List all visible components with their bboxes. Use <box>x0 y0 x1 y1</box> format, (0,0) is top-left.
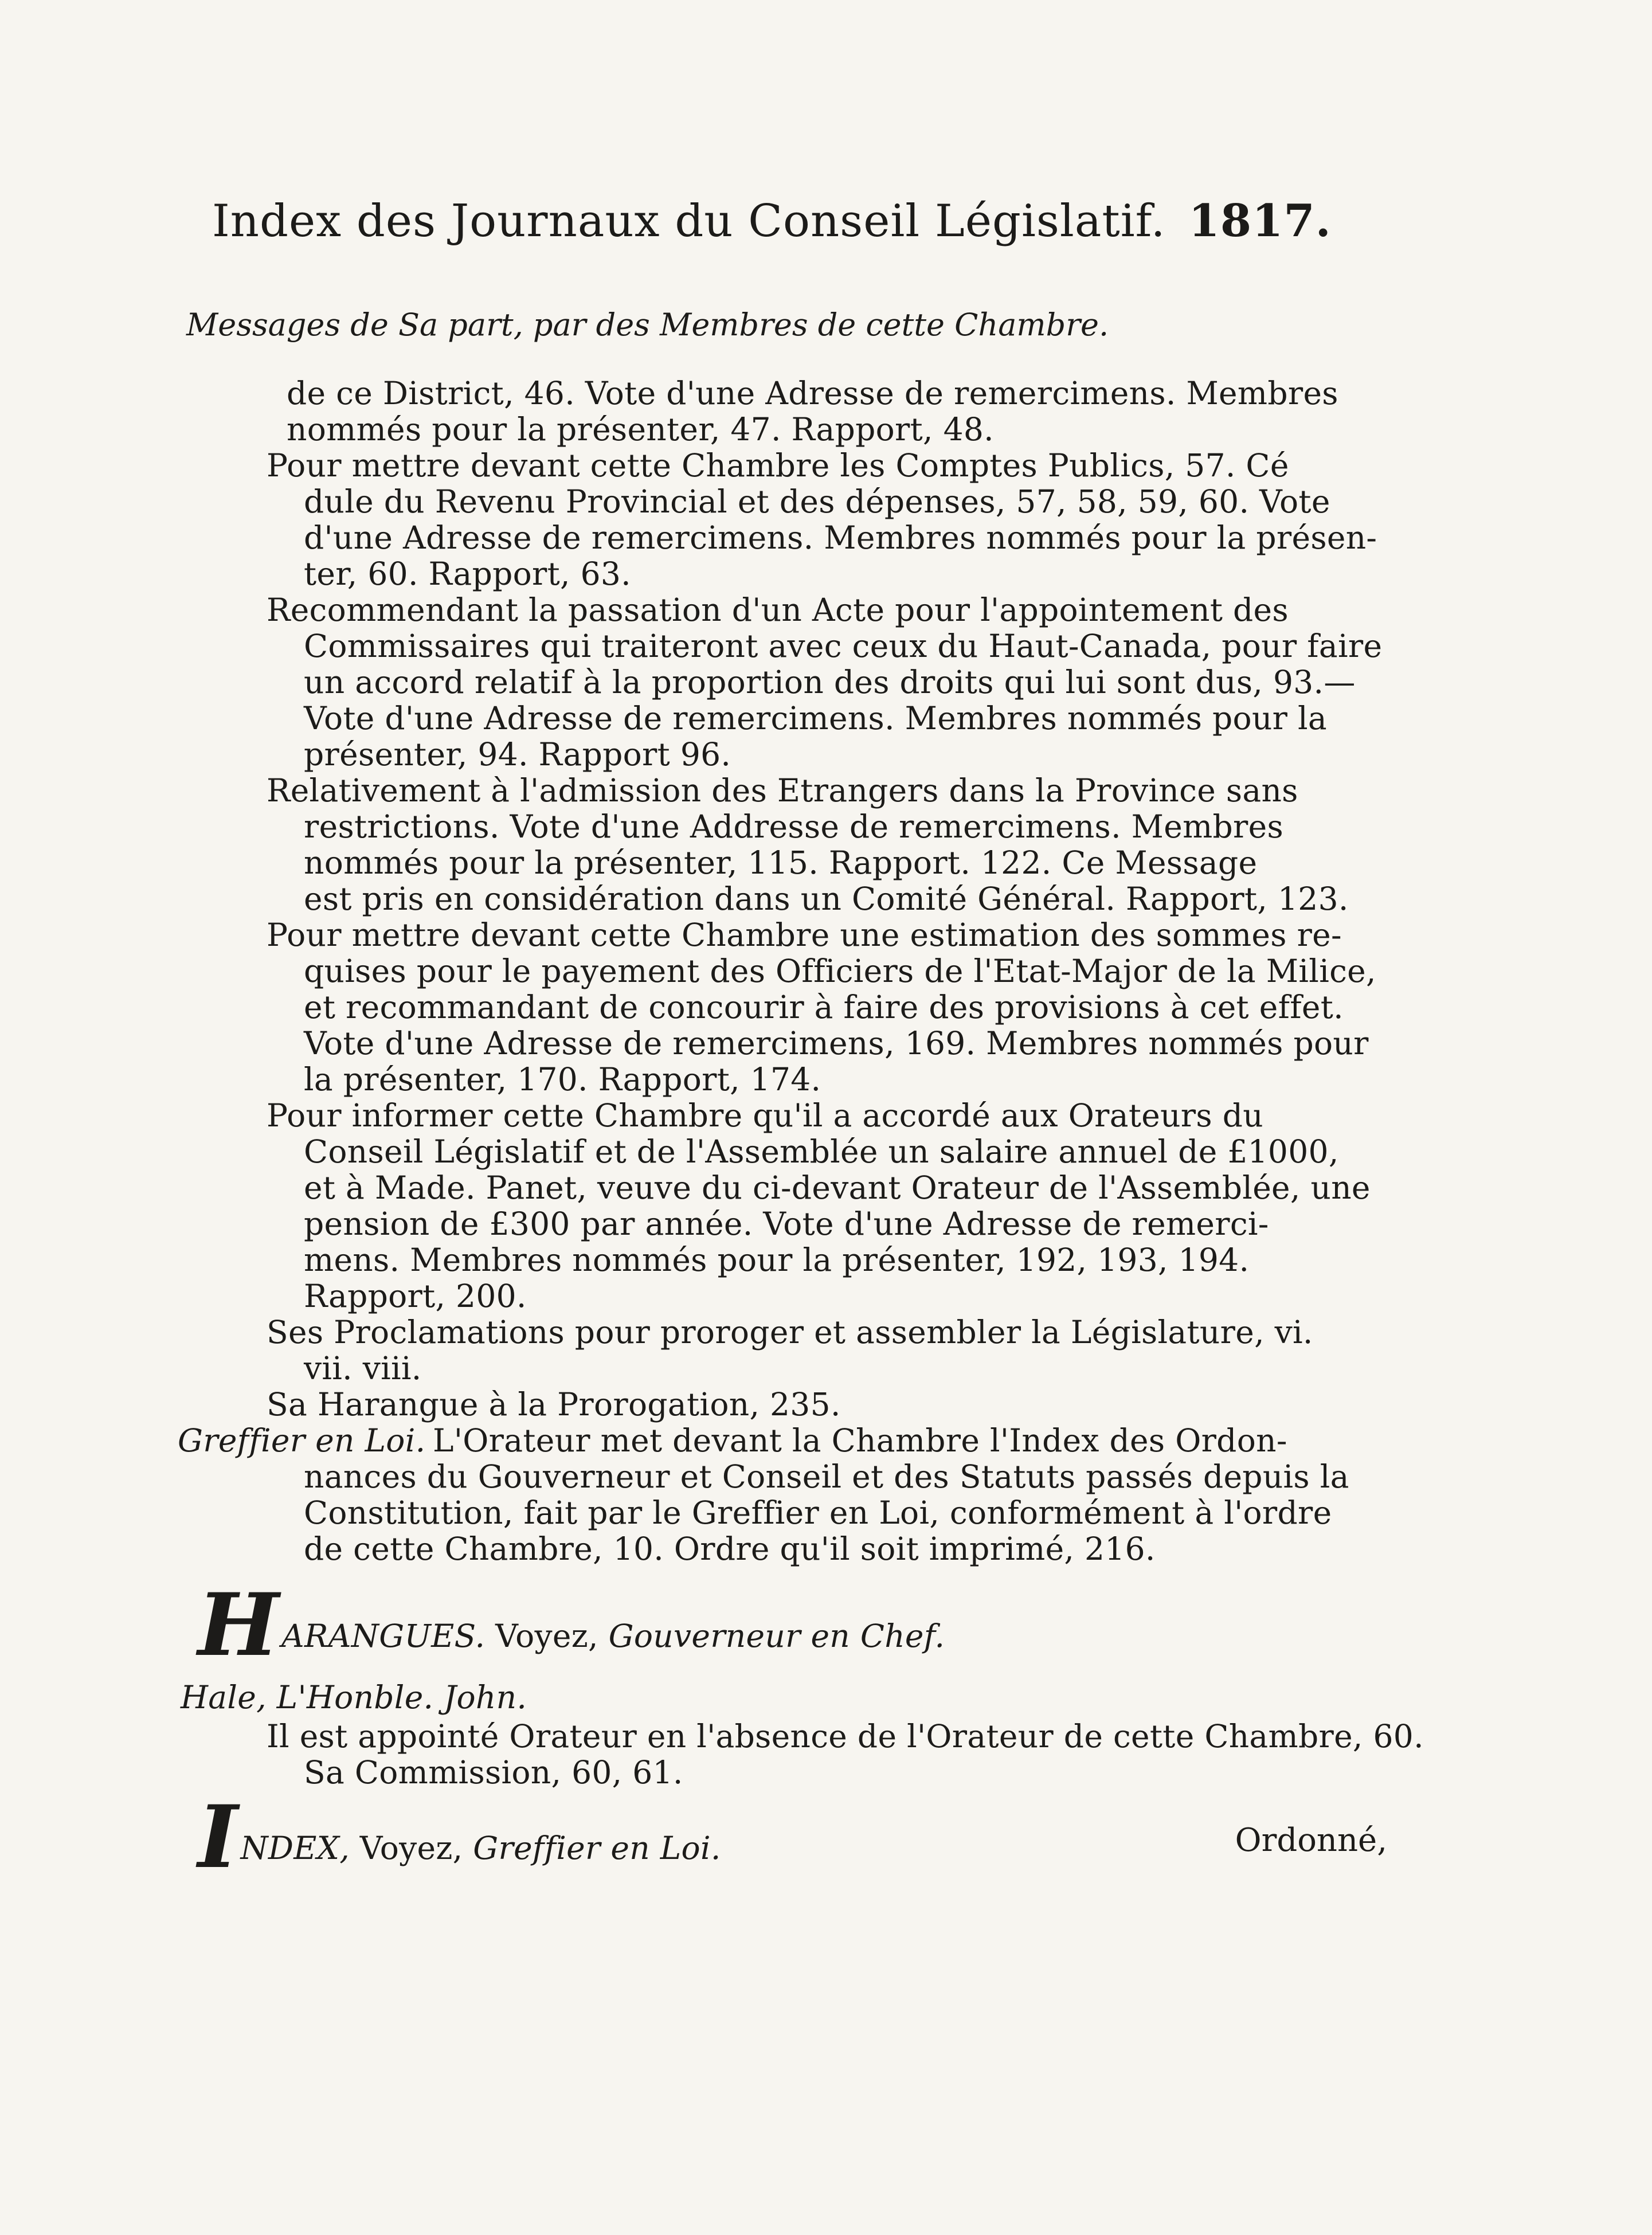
greffier-label: Greffier en Loi. <box>178 1422 426 1459</box>
index-line: Ses Proclamations pour proroger et assembler la Législature, vi. <box>267 1314 1313 1351</box>
index-see: Voyez, <box>359 1830 463 1866</box>
catchword: Ordonné, <box>1235 1822 1387 1859</box>
index-line: Vote d'une Adresse de remercimens. Membres nommés pour la <box>304 700 1328 737</box>
hale-line-2: Sa Commission, 60, 61. <box>304 1754 683 1791</box>
index-line: Vote d'une Adresse de remercimens, 169. Membres nommés pour <box>304 1025 1369 1062</box>
index-line: restrictions. Vote d'une Addresse de remercimens. Membres <box>304 808 1284 845</box>
index-line: nances du Gouverneur et Conseil et des Statuts passés depuis la <box>304 1458 1349 1495</box>
title-year: 1817. <box>1188 195 1332 247</box>
index-line: Recommendant la passation d'un Acte pour l'appointement des <box>267 592 1289 628</box>
index-line: Constitution, fait par le Greffier en Loi, conformément à l'ordre <box>304 1494 1332 1531</box>
harangues-dropcap: H <box>198 1575 280 1676</box>
index-target: Greffier en Loi. <box>473 1830 721 1866</box>
index-line: Relativement à l'admission des Etrangers dans la Province sans <box>267 772 1298 809</box>
harangues-heading: ARANGUES. <box>281 1618 486 1654</box>
page-title <box>212 195 1332 247</box>
hale-line-1: Il est appointé Orateur en l'absence de l'Orateur de cette Chambre, 60. <box>267 1718 1424 1755</box>
index-line: L'Orateur met devant la Chambre l'Index des Ordon- <box>433 1422 1287 1459</box>
index-line: Rapport, 200. <box>304 1278 527 1314</box>
index-heading: NDEX, <box>240 1830 350 1866</box>
index-line: mens. Membres nommés pour la présenter, 192, 193, 194. <box>304 1242 1250 1278</box>
title-text: Index des Journaux du Conseil Législatif. <box>212 195 1166 247</box>
index-line: et à Made. Panet, veuve du ci-devant Orateur de l'Assemblée, une <box>304 1169 1371 1206</box>
index-line: vii. viii. <box>304 1350 422 1387</box>
greffier-label-line <box>178 1423 425 1458</box>
index-line: ter, 60. Rapport, 63. <box>304 555 631 592</box>
harangues-see: Voyez, <box>495 1618 598 1654</box>
index-line: Pour informer cette Chambre qu'il a accordé aux Orateurs du <box>267 1097 1263 1134</box>
index-line: Pour mettre devant cette Chambre les Comptes Publics, 57. Cé <box>267 447 1289 484</box>
index-line: la présenter, 170. Rapport, 174. <box>304 1061 821 1098</box>
index-line: est pris en considération dans un Comité Général. Rapport, 123. <box>304 880 1349 917</box>
index-dropcap: I <box>198 1787 238 1888</box>
index-line: de cette Chambre, 10. Ordre qu'il soit imprimé, 216. <box>304 1531 1156 1567</box>
index-line: de ce District, 46. Vote d'une Adresse de remercimens. Membres <box>287 375 1338 412</box>
index-entry <box>198 1787 721 1888</box>
harangues-entry <box>198 1575 945 1676</box>
index-line: d'une Adresse de remercimens. Membres nommés pour la présen- <box>304 519 1377 556</box>
index-line: un accord relatif à la proportion des droits qui lui sont dus, 93.— <box>304 664 1356 700</box>
index-line: Commissaires qui traiteront avec ceux du Haut-Canada, pour faire <box>304 628 1383 664</box>
harangues-target: Gouverneur en Chef. <box>608 1618 945 1654</box>
index-line: pension de £300 par année. Vote d'une Adresse de remerci- <box>304 1205 1269 1242</box>
index-line: Pour mettre devant cette Chambre une estimation des sommes re- <box>267 917 1342 953</box>
index-line: présenter, 94. Rapport 96. <box>304 736 731 773</box>
index-line: et recommandant de concourir à faire des provisions à cet effet. <box>304 989 1344 1025</box>
index-line: nommés pour la présenter, 115. Rapport. 122. Ce Message <box>304 844 1258 881</box>
index-line: dule du Revenu Provincial et des dépenses, 57, 58, 59, 60. Vote <box>304 483 1330 520</box>
index-line: Conseil Législatif et de l'Assemblée un salaire annuel de £1000, <box>304 1133 1339 1170</box>
section-subheading: Messages de Sa part, par des Membres de cette Chambre. <box>186 307 1109 343</box>
hale-label: Hale, L'Honble. John. <box>181 1679 527 1716</box>
index-line: quises pour le payement des Officiers de l'Etat-Major de la Milice, <box>304 953 1376 989</box>
index-line: nommés pour la présenter, 47. Rapport, 48. <box>287 411 994 448</box>
index-line: Sa Harangue à la Prorogation, 235. <box>267 1386 841 1423</box>
